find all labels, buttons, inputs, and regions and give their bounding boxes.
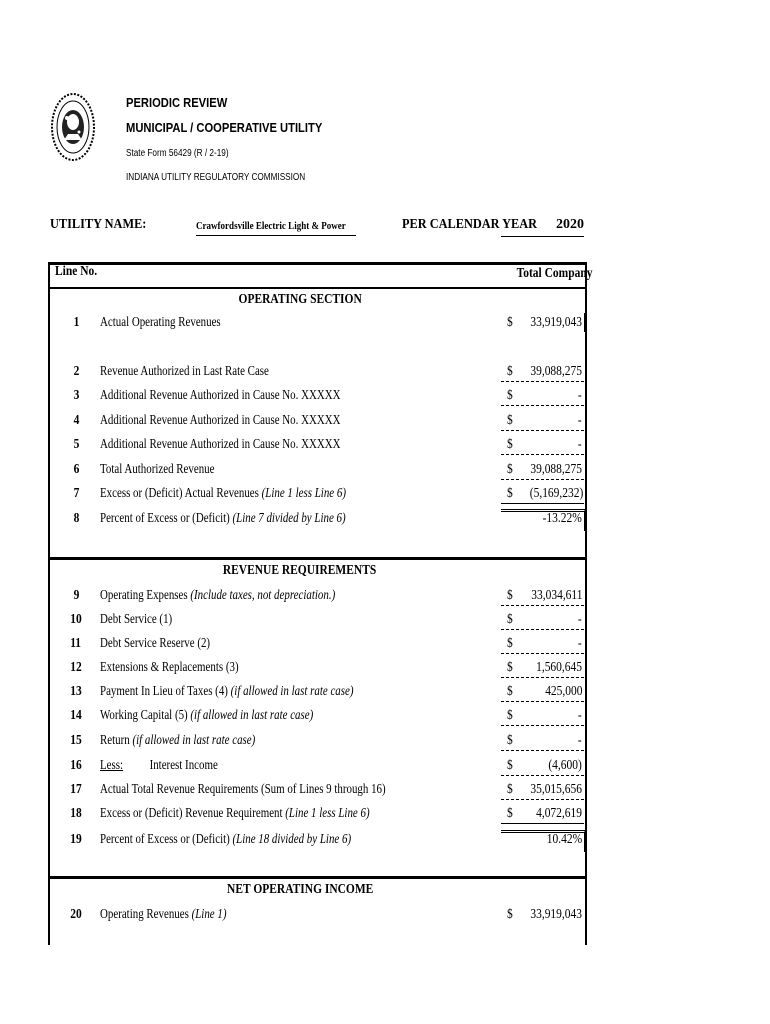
line-description: Debt Service (1): [100, 612, 173, 627]
amount-value: -: [578, 636, 582, 651]
amount-value: -13.22%: [542, 511, 582, 526]
line-number: 7: [73, 486, 79, 501]
calendar-year-label: PER CALENDAR YEAR: [402, 217, 538, 232]
column-header-total: Total Company: [516, 266, 593, 281]
table-row: [48, 460, 587, 482]
column-header-line-no: Line No.: [55, 264, 98, 279]
line-number: 8: [73, 511, 79, 526]
line-description: Working Capital (5) (if allowed in last rate case): [100, 708, 314, 723]
table-row: [48, 435, 587, 457]
currency-symbol: $: [507, 612, 513, 627]
line-number: 6: [73, 462, 79, 477]
section-title-operating: OPERATING SECTION: [238, 292, 362, 307]
line-number: 9: [73, 588, 79, 603]
amount-value: 33,919,043: [530, 315, 582, 330]
section-title-revenue-requirements: REVENUE REQUIREMENTS: [223, 563, 377, 578]
line-number: 11: [70, 636, 82, 651]
amount-value: 39,088,275: [530, 462, 582, 477]
amount-value: -: [578, 612, 582, 627]
line-description: Additional Revenue Authorized in Cause No. XXXXX: [100, 413, 341, 428]
utility-name-label: UTILITY NAME:: [50, 217, 147, 232]
currency-symbol: $: [507, 364, 513, 379]
table-row: [48, 830, 587, 852]
currency-symbol: $: [507, 315, 513, 330]
line-number: 16: [70, 758, 82, 773]
section-title-net-operating-income: NET OPERATING INCOME: [226, 882, 374, 897]
table-row: [48, 756, 587, 778]
line-number: 3: [73, 388, 79, 403]
line-number: 5: [73, 437, 79, 452]
line-number: 14: [70, 708, 82, 723]
form-title: PERIODIC REVIEW: [126, 95, 228, 110]
table-row: [48, 386, 587, 408]
amount-value: 1,560,645: [536, 660, 582, 675]
form-number: State Form 56429 (R / 2-19): [126, 148, 229, 159]
currency-symbol: $: [507, 758, 513, 773]
line-description: Actual Total Revenue Requirements (Sum of Lines 9 through 16): [100, 782, 386, 797]
amount-value: 35,015,656: [530, 782, 582, 797]
line-description: Excess or (Deficit) Revenue Requirement (Line 1 less Line 6): [100, 806, 370, 821]
section-divider: [48, 557, 587, 560]
amount-value: 4,072,619: [536, 806, 582, 821]
table-row: [48, 484, 587, 506]
currency-symbol: $: [507, 437, 513, 452]
calendar-year-field[interactable]: 2020: [501, 217, 584, 237]
table-row: [48, 586, 587, 608]
amount-value: -: [578, 733, 582, 748]
currency-symbol: $: [507, 708, 513, 723]
section-divider: [48, 876, 587, 879]
line-description: Operating Revenues (Line 1): [100, 907, 227, 922]
amount-value: -: [578, 388, 582, 403]
line-description: Excess or (Deficit) Actual Revenues (Line 1 less Line 6): [100, 486, 346, 501]
table-row: [48, 706, 587, 728]
table-row: [48, 682, 587, 704]
currency-symbol: $: [507, 660, 513, 675]
utility-name-field[interactable]: [196, 220, 356, 236]
currency-symbol: $: [507, 413, 513, 428]
line-description: Return (if allowed in last rate case): [100, 733, 256, 748]
amount-value: 33,919,043: [530, 907, 582, 922]
amount-value: (4,600): [548, 758, 582, 773]
table-row: [48, 362, 587, 384]
amount-value: (5,169,232): [529, 486, 584, 501]
table-row: [48, 411, 587, 433]
table-row: [48, 658, 587, 680]
table-row: [48, 905, 587, 927]
amount-value: -: [578, 413, 582, 428]
amount-value: 425,000: [544, 684, 582, 699]
currency-symbol: $: [507, 588, 513, 603]
currency-symbol: $: [507, 636, 513, 651]
currency-symbol: $: [507, 462, 513, 477]
line-description: Additional Revenue Authorized in Cause No. XXXXX: [100, 388, 341, 403]
table-row: [48, 731, 587, 753]
currency-symbol: $: [507, 486, 513, 501]
table-row: [48, 780, 587, 802]
form-subtitle: MUNICIPAL / COOPERATIVE UTILITY: [126, 120, 323, 135]
line-number: 2: [73, 364, 79, 379]
amount-value: 33,034,611: [530, 588, 582, 603]
line-number: 15: [70, 733, 82, 748]
line-description: Additional Revenue Authorized in Cause No. XXXXX: [100, 437, 341, 452]
currency-symbol: $: [507, 733, 513, 748]
amount-value: -: [578, 437, 582, 452]
currency-symbol: $: [507, 782, 513, 797]
amount-value: 39,088,275: [530, 364, 582, 379]
table-row: [48, 610, 587, 632]
table-row: [48, 313, 587, 335]
currency-symbol: $: [507, 388, 513, 403]
amount-value: -: [578, 708, 582, 723]
line-number: 18: [70, 806, 82, 821]
currency-symbol: $: [507, 684, 513, 699]
line-number: 19: [70, 832, 82, 847]
table-row: [48, 634, 587, 656]
line-number: 4: [73, 413, 79, 428]
line-number: 13: [70, 684, 82, 699]
currency-symbol: $: [507, 907, 513, 922]
line-description: Percent of Excess or (Deficit) (Line 7 divided by Line 6): [100, 511, 346, 526]
agency-name: INDIANA UTILITY REGULATORY COMMISSION: [126, 172, 306, 183]
line-description: Extensions & Replacements (3): [100, 660, 239, 675]
line-description: Actual Operating Revenues: [100, 315, 221, 330]
line-description: Debt Service Reserve (2): [100, 636, 211, 651]
line-description: Less: Interest Income: [100, 758, 218, 773]
header-divider: [48, 287, 587, 289]
line-description: Operating Expenses (Include taxes, not depreciation.): [100, 588, 336, 603]
amount-value: 10.42%: [546, 832, 582, 847]
line-description: Revenue Authorized in Last Rate Case: [100, 364, 269, 379]
line-number: 10: [70, 612, 82, 627]
table-row: [48, 804, 587, 826]
table-row: [48, 509, 587, 531]
utility-name-value: Crawfordsville Electric Light & Power: [196, 220, 346, 232]
line-number: 17: [70, 782, 82, 797]
line-number: 12: [70, 660, 82, 675]
line-description: Payment In Lieu of Taxes (4) (if allowed in last rate case): [100, 684, 354, 699]
line-number: 20: [70, 907, 82, 922]
line-description: Percent of Excess or (Deficit) (Line 18 divided by Line 6): [100, 832, 352, 847]
line-description: Total Authorized Revenue: [100, 462, 215, 477]
currency-symbol: $: [507, 806, 513, 821]
line-number: 1: [73, 315, 79, 330]
indiana-seal-icon: [50, 92, 96, 162]
